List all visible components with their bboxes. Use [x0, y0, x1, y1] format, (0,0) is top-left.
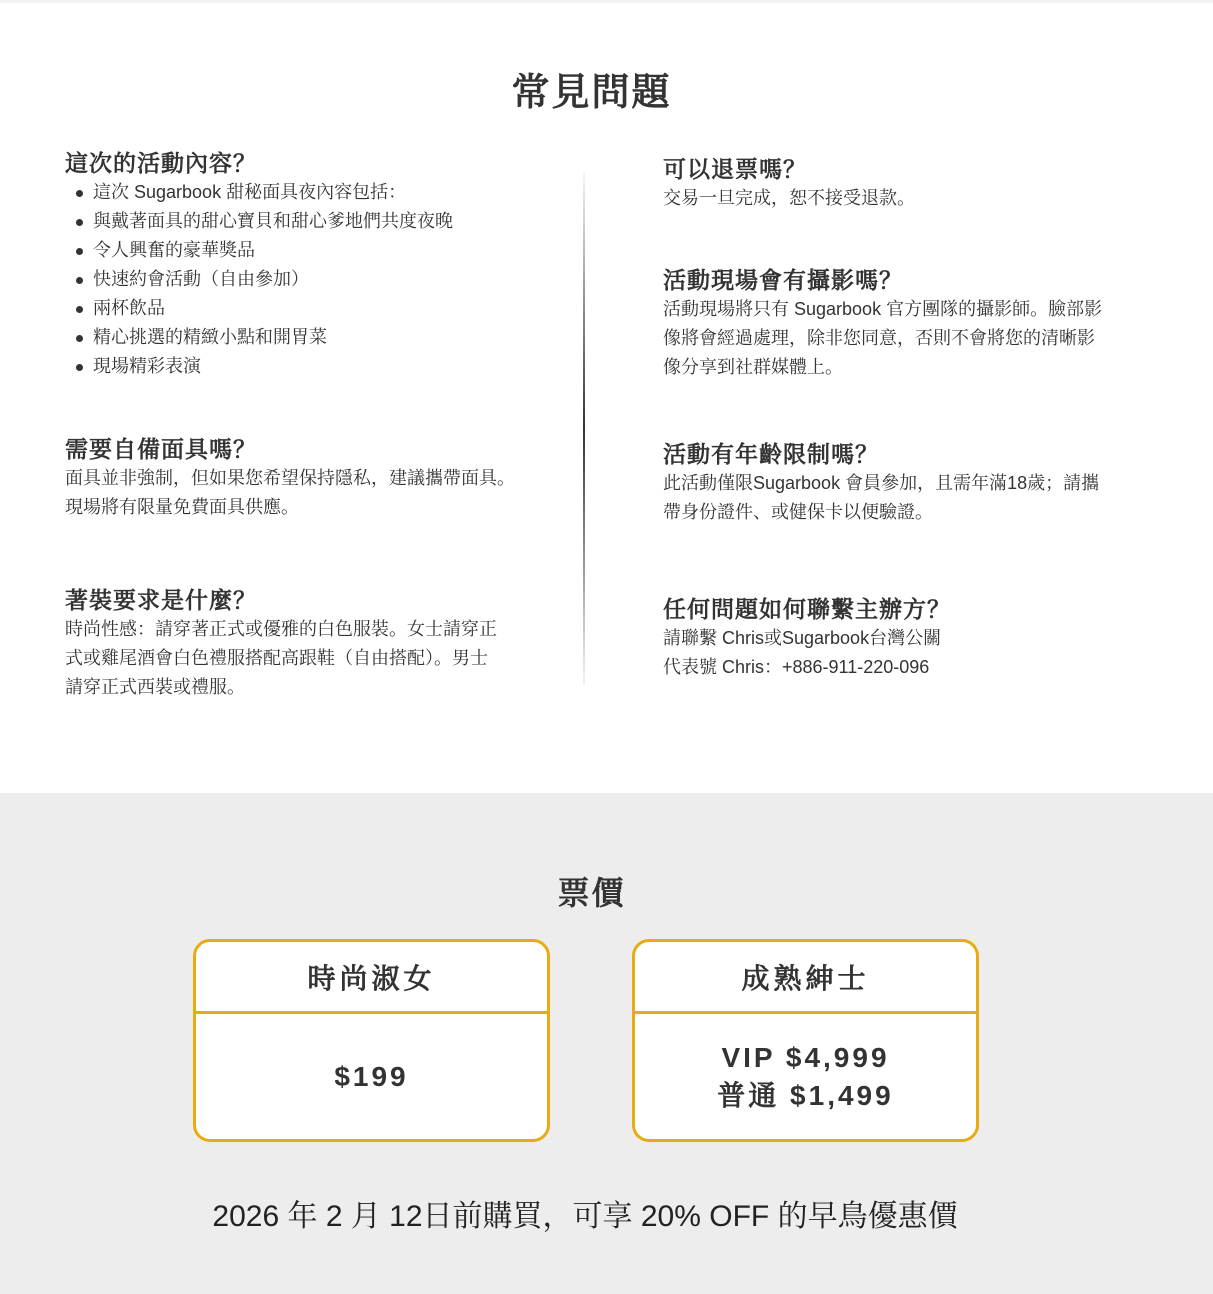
faq-answer-line: 面具並非強制，但如果您希望保持隱私，建議攜帶面具。: [65, 468, 515, 488]
list-item: 這次 Sugarbook 甜秘面具夜內容包括：: [65, 178, 555, 207]
ticket-card-lady[interactable]: [193, 939, 550, 1142]
faq-answer-line: 請聯繫 Chris或Sugarbook台灣公關: [663, 628, 942, 648]
list-item: 與戴著面具的甜心寶貝和甜心爹地們共度夜晚: [65, 207, 555, 236]
column-divider: [583, 173, 585, 685]
faq-answer-line: 現場將有限量免費面具供應。: [65, 497, 299, 517]
faq-question: 活動現場會有攝影嗎？: [663, 267, 903, 293]
list-item: 快速約會活動（自由參加）: [65, 265, 555, 294]
faq-item-contact: [663, 594, 1153, 682]
list-item: 兩杯飲品: [65, 294, 555, 323]
faq-item-mask: [65, 434, 565, 522]
faq-question: 可以退票嗎？: [663, 156, 807, 182]
faq-answer-line: 此活動僅限Sugarbook 會員參加，且需年滿18歲；請攜: [663, 473, 1100, 493]
pricing-title: 票價: [557, 875, 626, 911]
list-item: 精心挑選的精緻小點和開胃菜: [65, 323, 555, 352]
faq-answer-line: 請穿正式西裝或禮服。: [65, 677, 245, 697]
faq-answer-line: 帶身份證件、或健保卡以便驗證。: [663, 502, 933, 522]
early-bird-notice: 2026 年 2 月 12日前購買，可享 20% OFF 的早鳥優惠價: [212, 1200, 958, 1233]
faq-answer-line: 式或雞尾酒會白色禮服搭配高跟鞋（自由搭配）。男士: [65, 648, 488, 668]
list-item: 現場精彩表演: [65, 352, 555, 381]
faq-item-refund: [663, 154, 1153, 213]
faq-item-photography: [663, 265, 1153, 382]
list-item: 令人興奮的豪華獎品: [65, 236, 555, 265]
faq-item-event-content: [65, 148, 555, 381]
faq-answer-line: 交易一旦完成，恕不接受退款。: [663, 188, 915, 208]
ticket-name: 時尚淑女: [196, 942, 547, 1014]
faq-answer-line: 時尚性感：請穿著正式或優雅的白色服裝。女士請穿正: [65, 619, 497, 639]
faq-question: 著裝要求是什麼？: [65, 587, 257, 613]
event-content-list: [65, 178, 555, 381]
ticket-price-area: [635, 1014, 976, 1139]
faq-item-dress-code: [65, 585, 565, 702]
faq-question: 任何問題如何聯繫主辦方？: [663, 596, 951, 622]
faq-answer-line: 像分享到社群媒體上。: [663, 357, 843, 377]
ticket-card-gentleman[interactable]: [632, 939, 979, 1142]
ticket-name: 成熟紳士: [635, 942, 976, 1014]
faq-item-age-limit: [663, 439, 1153, 527]
faq-title: 常見問題: [511, 72, 672, 114]
faq-answer-line: 像將會經過處理，除非您同意，否則不會將您的清晰影: [663, 328, 1095, 348]
ticket-price-vip: VIP $4,999: [721, 1041, 890, 1073]
ticket-price-area: [196, 1014, 547, 1139]
faq-question: 活動有年齡限制嗎？: [663, 441, 879, 467]
ticket-price-regular: 普通 $1,499: [717, 1079, 894, 1111]
faq-answer-line: 代表號 Chris：+886-911-220-096: [663, 657, 930, 677]
pricing-section: [0, 793, 1213, 1294]
ticket-price: $199: [334, 1060, 409, 1092]
faq-question: 這次的活動內容？: [65, 150, 257, 176]
faq-answer-line: 活動現場將只有 Sugarbook 官方團隊的攝影師。臉部影: [663, 299, 1103, 319]
faq-question: 需要自備面具嗎？: [65, 436, 257, 462]
